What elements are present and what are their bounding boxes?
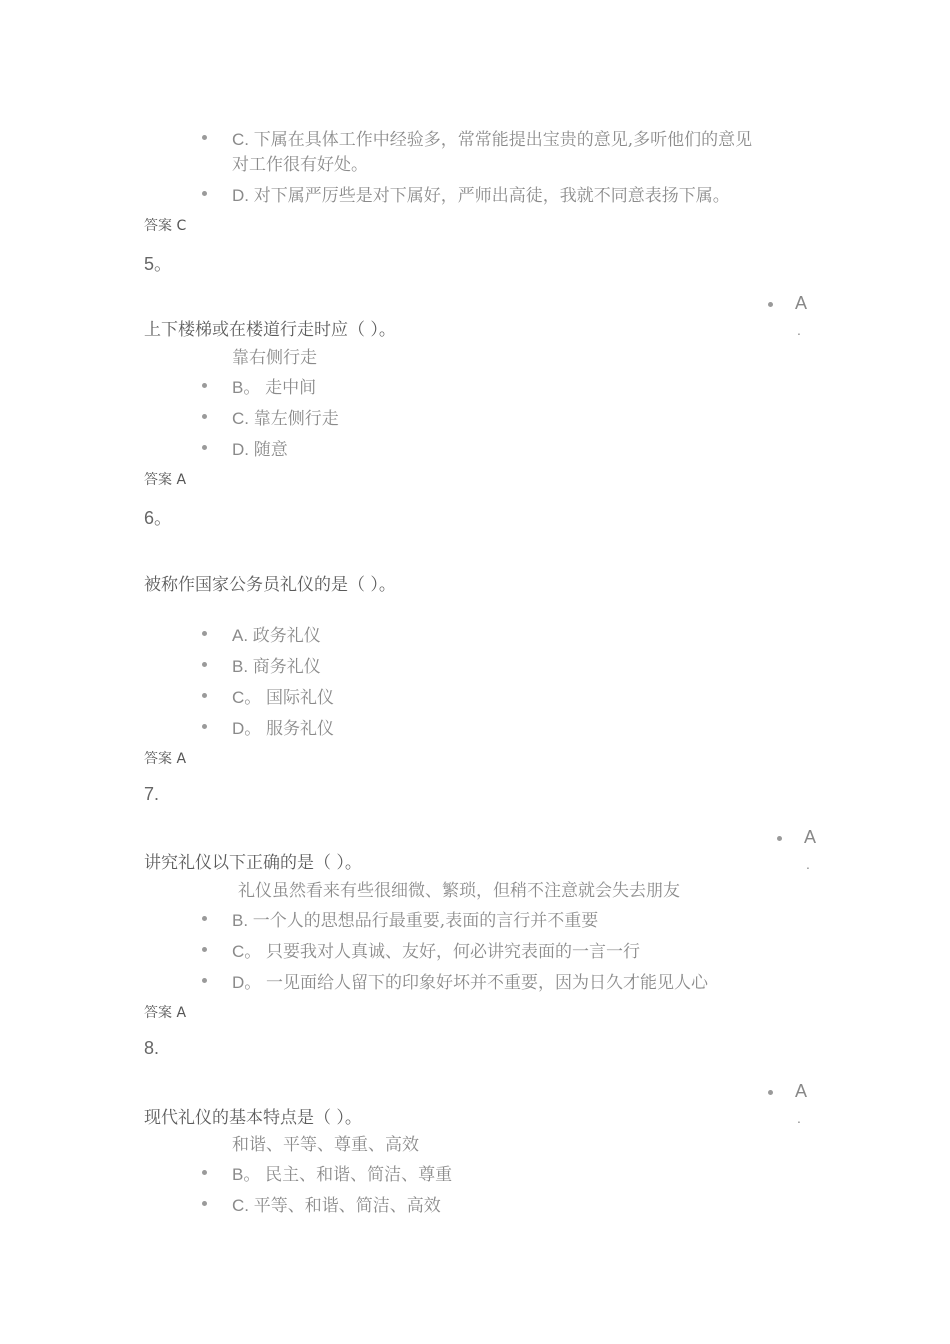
option-b: B。 走中间 (232, 378, 317, 398)
option-c-continued: 对工作很有好处。 (232, 155, 368, 175)
bullet (202, 135, 207, 140)
option-c: C. 平等、和谐、简洁、高效 (232, 1196, 441, 1216)
option-c: C. 靠左侧行走 (232, 409, 339, 429)
bullet (202, 662, 207, 667)
question-text: 现代礼仪的基本特点是（ ）。 (144, 1108, 362, 1128)
answer-label: 答案 A (144, 1005, 187, 1021)
option-a-text: 礼仪虽然看来有些很细微、繁琐，但稍不注意就会失去朋友 (238, 881, 680, 901)
option-c: C. 下属在具体工作中经验多，常常能提出宝贵的意见,多听他们的意见 (232, 130, 753, 150)
option-a-dot: . (797, 1110, 801, 1126)
option-text: 对下属严厉些是对下属好，严师出高徒，我就不同意表扬下属。 (253, 186, 730, 206)
question-number: 5。 (144, 254, 173, 274)
bullet (202, 414, 207, 419)
option-text: 民主、和谐、简洁、尊重 (265, 1165, 453, 1185)
option-text: 随意 (253, 440, 288, 460)
question-text: 被称作国家公务员礼仪的是（ ）。 (144, 575, 396, 595)
option-b: B. 一个人的思想品行最重要,表面的言行并不重要 (232, 911, 599, 931)
option-d: D. 对下属严厉些是对下属好，严师出高徒，我就不同意表扬下属。 (232, 186, 730, 206)
bullet (202, 916, 207, 921)
option-text: 只要我对人真诚、友好，何必讲究表面的一言一行 (266, 942, 641, 962)
answer-label: 答案 C (144, 218, 187, 234)
option-text: 商务礼仪 (252, 657, 321, 677)
bullet (202, 724, 207, 729)
option-a-letter: A (795, 1081, 808, 1101)
option-text: 一见面给人留下的印象好坏并不重要，因为日久才能见人心 (266, 973, 709, 993)
option-text: 平等、和谐、简洁、高效 (253, 1196, 441, 1216)
option-a-text: 和谐、平等、尊重、高效 (232, 1135, 419, 1155)
bullet (202, 1170, 207, 1175)
option-text: 下属在具体工作中经验多，常常能提出宝贵的意见,多听他们的意见 (253, 130, 753, 150)
answer-label: 答案 A (144, 751, 187, 767)
question-number: 6。 (144, 508, 173, 528)
option-b: B. 商务礼仪 (232, 657, 321, 677)
bullet (777, 836, 782, 841)
bullet (202, 445, 207, 450)
bullet (202, 978, 207, 983)
option-d: D. 随意 (232, 440, 288, 460)
option-text: 政务礼仪 (252, 626, 321, 646)
option-c: C。 只要我对人真诚、友好，何必讲究表面的一言一行 (232, 942, 641, 962)
question-number: 7. (144, 784, 160, 804)
question-number: 8. (144, 1038, 160, 1058)
option-b: B。 民主、和谐、简洁、尊重 (232, 1165, 453, 1185)
option-text: 一个人的思想品行最重要,表面的言行并不重要 (252, 911, 599, 931)
question-text: 讲究礼仪以下正确的是（ ）。 (144, 853, 362, 873)
option-a: A. 政务礼仪 (232, 626, 321, 646)
bullet (202, 191, 207, 196)
option-a-letter: A (804, 827, 817, 847)
bullet (202, 383, 207, 388)
option-a-letter: A (795, 293, 808, 313)
option-text: 服务礼仪 (266, 719, 335, 739)
question-text: 上下楼梯或在楼道行走时应（ ）。 (144, 320, 396, 340)
option-text: 走中间 (265, 378, 317, 398)
bullet (202, 1201, 207, 1206)
option-a-dot: . (797, 322, 801, 338)
option-d: D。 服务礼仪 (232, 719, 335, 739)
answer-label: 答案 A (144, 472, 187, 488)
option-text: 国际礼仪 (266, 688, 335, 708)
bullet (202, 631, 207, 636)
bullet (202, 693, 207, 698)
option-d: D。 一见面给人留下的印象好坏并不重要，因为日久才能见人心 (232, 973, 709, 993)
option-c: C。 国际礼仪 (232, 688, 335, 708)
bullet (202, 947, 207, 952)
option-a-dot: . (806, 856, 810, 872)
bullet (768, 302, 773, 307)
option-text: 靠左侧行走 (253, 409, 339, 429)
option-a-text: 靠右侧行走 (232, 348, 317, 368)
bullet (768, 1090, 773, 1095)
